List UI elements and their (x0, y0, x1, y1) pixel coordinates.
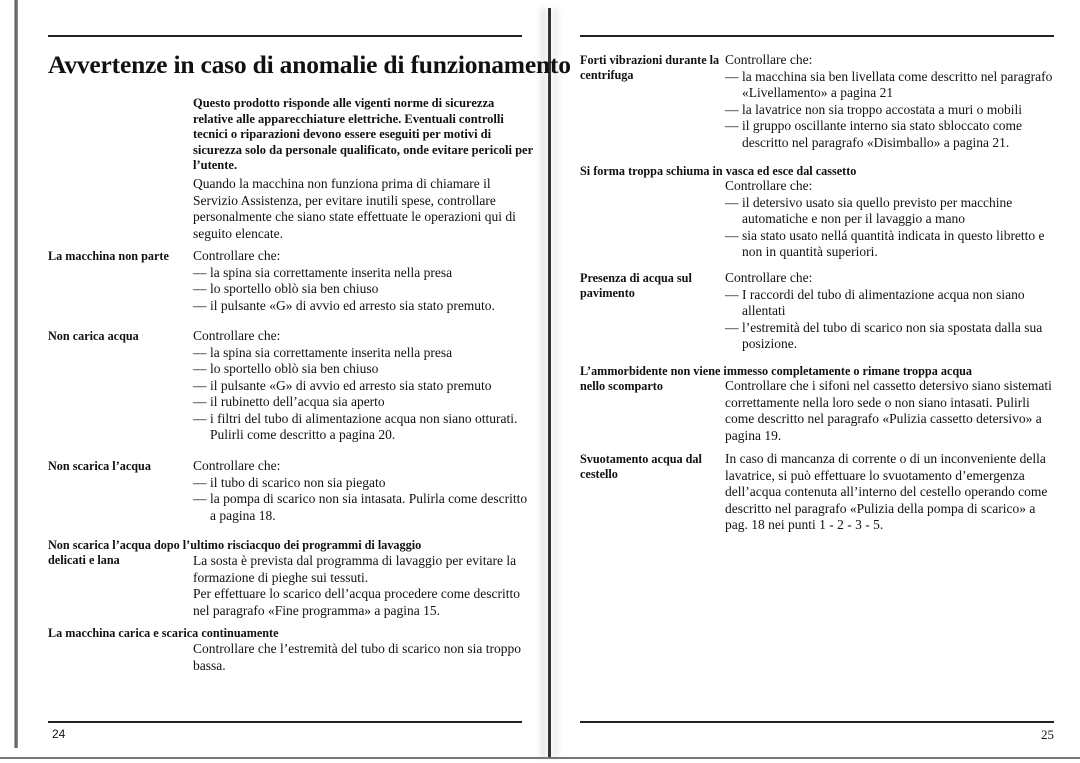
paragraph: Controllare che i sifoni nel cassetto detersivo siano sistemati correttamente nella loro sede o non siano intasati. Pulirli come descritto nel paragrafo «Pulizia cassetto detersivo» a pagina 19. (725, 378, 1052, 443)
page-left (48, 0, 571, 763)
check-item: — il pulsante «G» di avvio ed arresto sia stato premuto. (193, 298, 533, 315)
check-item: — il tubo di scarico non sia piegato (193, 475, 533, 492)
section-label-line1: Si forma troppa schiuma in vasca ed esce dal cassetto (580, 164, 857, 178)
book-spine (548, 8, 551, 758)
section-body (193, 248, 533, 314)
section-label-line2: delicati e lana (48, 552, 120, 567)
section-label-line1: Non scarica l’acqua dopo l’ultimo risciacquo dei programmi di lavaggio (48, 538, 422, 552)
check-item: — la lavatrice non sia troppo accostata a muri o mobili (725, 102, 1055, 119)
section-body (193, 458, 533, 524)
section-label: Forti vibrazioni durante la centrifuga (580, 53, 720, 82)
section-body (725, 378, 1055, 444)
section-body (725, 178, 1055, 261)
check-item: — la spina sia correttamente inserita nella presa (193, 265, 533, 282)
check-item: — il rubinetto dell’acqua sia aperto (193, 394, 533, 411)
section-label (580, 164, 1058, 179)
paragraph: Per effettuare lo scarico dell’acqua procedere come descritto nel paragrafo «Fine programma» a pagina 15. (193, 586, 520, 618)
check-item: — la macchina sia ben livellata come descritto nel paragrafo «Livellamento» a pagina 21 (725, 69, 1055, 102)
section-body (725, 270, 1055, 353)
page-right (580, 0, 1058, 763)
check-lead: Controllare che: (725, 52, 813, 67)
section-body (193, 553, 533, 619)
check-item: — la spina sia correttamente inserita nella presa (193, 345, 533, 362)
section-label: Presenza di acqua sul pavimento (580, 271, 692, 300)
check-lead: Controllare che: (193, 248, 281, 263)
check-list (193, 475, 533, 525)
check-item: — la pompa di scarico non sia intasata. Pulirla come descritto a pagina 18. (193, 491, 533, 524)
bottom-rule (48, 721, 522, 723)
check-item: — sia stato usato nellá quantità indicata in questo libretto e non in quantità superiori. (725, 228, 1055, 261)
page-number: 25 (1041, 727, 1054, 742)
section-body (193, 641, 533, 674)
safety-notice: Questo prodotto risponde alle vigenti norme di sicurezza relative alle apparecchiature elettriche. Eventuali controlli tecnici o riparazioni devono essere eseguiti per motivi di sicurezza solo da personale qualificato, onde evitare pericoli per l’utente. (193, 96, 533, 173)
section-label: Svuotamento acqua dal cestello (580, 452, 702, 481)
section-body (725, 451, 1055, 534)
check-item: — il gruppo oscillante interno sia stato sbloccato come descritto nel paragrafo «Disimballo» a pagina 21. (725, 118, 1055, 151)
check-item: — i filtri del tubo di alimentazione acqua non siano otturati. Pulirli come descritto a pagina 20. (193, 411, 533, 444)
section-label (580, 364, 1058, 393)
check-lead: Controllare che: (725, 178, 813, 193)
check-item: — il detersivo usato sia quello previsto per macchine automatiche e non per il lavaggio a mano (725, 195, 1055, 228)
section-label-line2: nello scomparto (580, 378, 663, 393)
check-item: — lo sportello oblò sia ben chiuso (193, 361, 533, 378)
check-list (193, 265, 533, 315)
section-too-much-foam (580, 164, 1058, 259)
bottom-rule (580, 721, 1054, 723)
section-label-line1: La macchina carica e scarica continuamente (48, 626, 279, 640)
check-item: — l’estremità del tubo di scarico non sia spostata dalla sua posizione. (725, 320, 1055, 353)
check-item: — I raccordi del tubo di alimentazione acqua non siano allentati (725, 287, 1055, 320)
section-body (193, 328, 533, 444)
check-list (725, 287, 1055, 353)
check-list (725, 69, 1055, 152)
check-item: — il pulsante «G» di avvio ed arresto sia stato premuto (193, 378, 533, 395)
scan-binding-shadow-left (14, 0, 18, 748)
section-no-drain-after-rinse (48, 538, 522, 618)
section-softener-not-dispensed (580, 364, 1058, 443)
section-body (725, 52, 1055, 151)
check-list (725, 195, 1055, 261)
check-list (193, 345, 533, 444)
top-rule (48, 35, 522, 37)
check-lead: Controllare che: (725, 270, 813, 285)
paragraph: La sosta è prevista dal programma di lavaggio per evitare la formazione di pieghe sui tessuti. (193, 553, 517, 585)
section-label: La macchina non parte (48, 249, 169, 263)
page-number: 24 (52, 727, 66, 741)
paragraph: In caso di mancanza di corrente o di un inconveniente della lavatrice, si può effettuare lo svuotamento d’emergenza dell’acqua contenuta all’interno del cestello operando come descritto nel paragrafo «Pulizia della pompa di scarico» a pag. 18 nei punti 1 - 2 - 3 - 5. (725, 451, 1048, 532)
section-label: Non carica acqua (48, 329, 139, 343)
top-rule (580, 35, 1054, 37)
section-label: Non scarica l’acqua (48, 459, 151, 473)
paragraph: Controllare che l’estremità del tubo di scarico non sia troppo bassa. (193, 641, 522, 673)
intro-paragraph: Quando la macchina non funziona prima di chiamare il Servizio Assistenza, per evitare inutili spese, controllare personalmente che siano state effettuate le operazioni qui di seguito elencate. (193, 176, 516, 241)
section-label (48, 538, 522, 567)
check-lead: Controllare che: (193, 328, 281, 343)
check-item: — lo sportello oblò sia ben chiuso (193, 281, 533, 298)
check-lead: Controllare che: (193, 458, 281, 473)
section-label-line1: L’ammorbidente non viene immesso completamente o rimane troppa acqua (580, 364, 973, 378)
section-continuous-fill-drain (48, 626, 522, 673)
page-title: Avvertenze in caso di anomalie di funzionamento (48, 50, 571, 79)
section-label (48, 626, 522, 641)
